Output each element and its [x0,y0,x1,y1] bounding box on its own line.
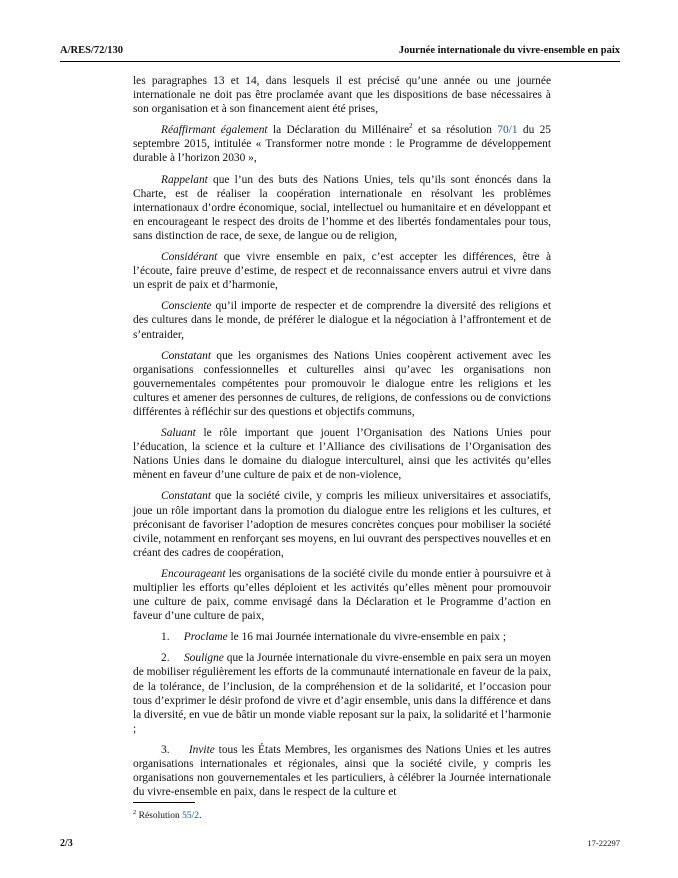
paragraph-text: que l’un des buts des Nations Unies, tels qu’ils sont énoncés dans la Charte, est de réaliser la coopération internationale en résolvant les problèmes internationaux d’ordre économique, social, intellectuel ou humanitaire et en développant et en encourageant le respect des droits de l’homme et des libertés fondamentales pour tous, sans distinction de race, de sexe, de langue ou de religion, [133,173,551,242]
paragraph-text: les organisations de la société civile du monde entier à poursuivre et à multiplier les efforts qu’elles déploient et les activités qu’elles mènent pour promouvoir une culture de paix, comme envisagé dans la Déclaration et le Programme d’action en faveur d’une culture de paix, [133,567,551,623]
paragraph-text: le 16 mai Journée internationale du vivre-ensemble en paix ; [227,631,507,644]
footnote-divider [133,802,195,803]
paragraph [133,74,551,116]
paragraph-lead: Saluant [161,427,196,440]
document-number: 17-22297 [587,838,620,848]
footnote-ref[interactable]: 2 [409,122,413,131]
paragraph-text: les paragraphes 13 et 14, dans lesquels il est précisé qu’une année ou une journée internationale ne doit pas être proclamée avant que les dispositions de base nécessaires à son organisation et à son financement aient été prises, [133,75,551,116]
paragraph [133,250,551,292]
paragraph-lead: Réaffirmant également [161,124,268,137]
paragraph-text: la Déclaration du Millénaire [267,124,410,137]
paragraph-lead: Invite [188,743,215,756]
footnote-mark: 2 [133,808,137,816]
paragraph-text: que la société civile, y compris les milieux universitaires et associatifs, joue un rôle important dans la promotion du dialogue entre les religions et les cultures, et préconisant de favoriser l’adoption de mesures concrètes conçues pour mobiliser la société civile, notamment en renforçant ses moyens, en lui ouvrant des perspectives nouvelles et en créant des cadres de coopération, [133,490,551,559]
resolution-body [133,74,551,806]
paragraph-text: qu’il importe de respecter et de comprendre la diversité des religions et des cultures dans le monde, de préférer le dialogue et la négociation à l’affrontement et de s’entraider, [133,300,551,341]
paragraph-lead: Proclame [183,631,228,644]
paragraph [133,489,551,559]
document-symbol: A/RES/72/130 [60,45,124,56]
paragraph-number: 2. [161,652,170,665]
paragraph-text: que les organismes des Nations Unies coopèrent activement avec les organisations confessionnelles et culturelles ainsi qu’avec les organisations non gouvernementales compétentes pour promouvoir le dialogue entre les religions et les cultures et amener des personnes de cultures, de religions, de confessions ou de convictions différentes à réfléchir sur des questions et objectifs communs, [133,349,551,418]
paragraph-text: le rôle important que jouent l’Organisation des Nations Unies pour l’éducation, la science et la culture et l’Alliance des civilisations de l’Organisation des Nations Unies dans le domaine du dialogue interculturel, ainsi que les activités qu’elles mènent en faveur d’une culture de paix et de non-violence, [133,427,551,482]
paragraph-lead: Constatant [161,490,212,503]
paragraph [133,426,551,482]
paragraph [133,173,551,243]
paragraph [133,123,551,165]
operative-paragraph [133,630,551,644]
page-number: 2/3 [60,838,73,849]
paragraph-text: que la Journée internationale du vivre-ensemble en paix sera un moyen de mobiliser régulièrement les efforts de la communauté internationale en faveur de la paix, de la tolérance, de l’inclusion, de la compréhension et de la solidarité, et l’occasion pour tous d’exprimer le désir profond de vivre et d’agir ensemble, unis dans la différence et dans la diversité, en vue de bâtir un monde viable reposant sur la paix, la solidarité et l’harmonie ; [133,652,551,735]
paragraph-lead: Considérant [161,251,218,264]
paragraph [133,567,551,623]
paragraph-number: 1. [161,631,170,644]
paragraph-lead: Encourageant [161,567,226,580]
paragraph [133,349,551,419]
paragraph-text: et sa résolution [412,124,498,137]
paragraph-text: que vivre ensemble en paix, c’est accepter les différences, être à l’écoute, faire preuve d’estime, de respect et de reconnaissance envers autrui et vivre dans un esprit de paix et d’harmonie, [133,251,551,292]
footnote-text: . [199,811,202,821]
paragraph-lead: Consciente [161,300,212,313]
paragraph [133,299,551,341]
paragraph-text: tous les États Membres, les organismes des Nations Unies et les autres organisations internationales et régionales, ainsi que la société civile, y compris les organisations non gouvernementales et les particuliers, à célébrer la Journée internationale du vivre-ensemble en paix, dans le respect de la culture et [133,743,551,799]
resolution-link[interactable]: 55/2 [182,811,200,821]
page-header [60,45,620,62]
operative-paragraph [133,651,551,736]
footnote [133,808,202,821]
operative-paragraph [133,743,551,799]
paragraph-lead: Constatant [161,349,212,362]
running-title: Journée internationale du vivre-ensemble en paix [398,45,620,56]
paragraph-lead: Rappelant [161,173,208,186]
paragraph-text: du 25 septembre 2015, intitulée « Transformer notre monde : le Programme de développement durable à l’horizon 2030 », [133,124,551,165]
resolution-link[interactable]: 70/1 [497,124,518,137]
footnote-text: Résolution [136,811,183,821]
paragraph-lead: Souligne [183,652,224,665]
paragraph-number: 3. [161,743,170,756]
